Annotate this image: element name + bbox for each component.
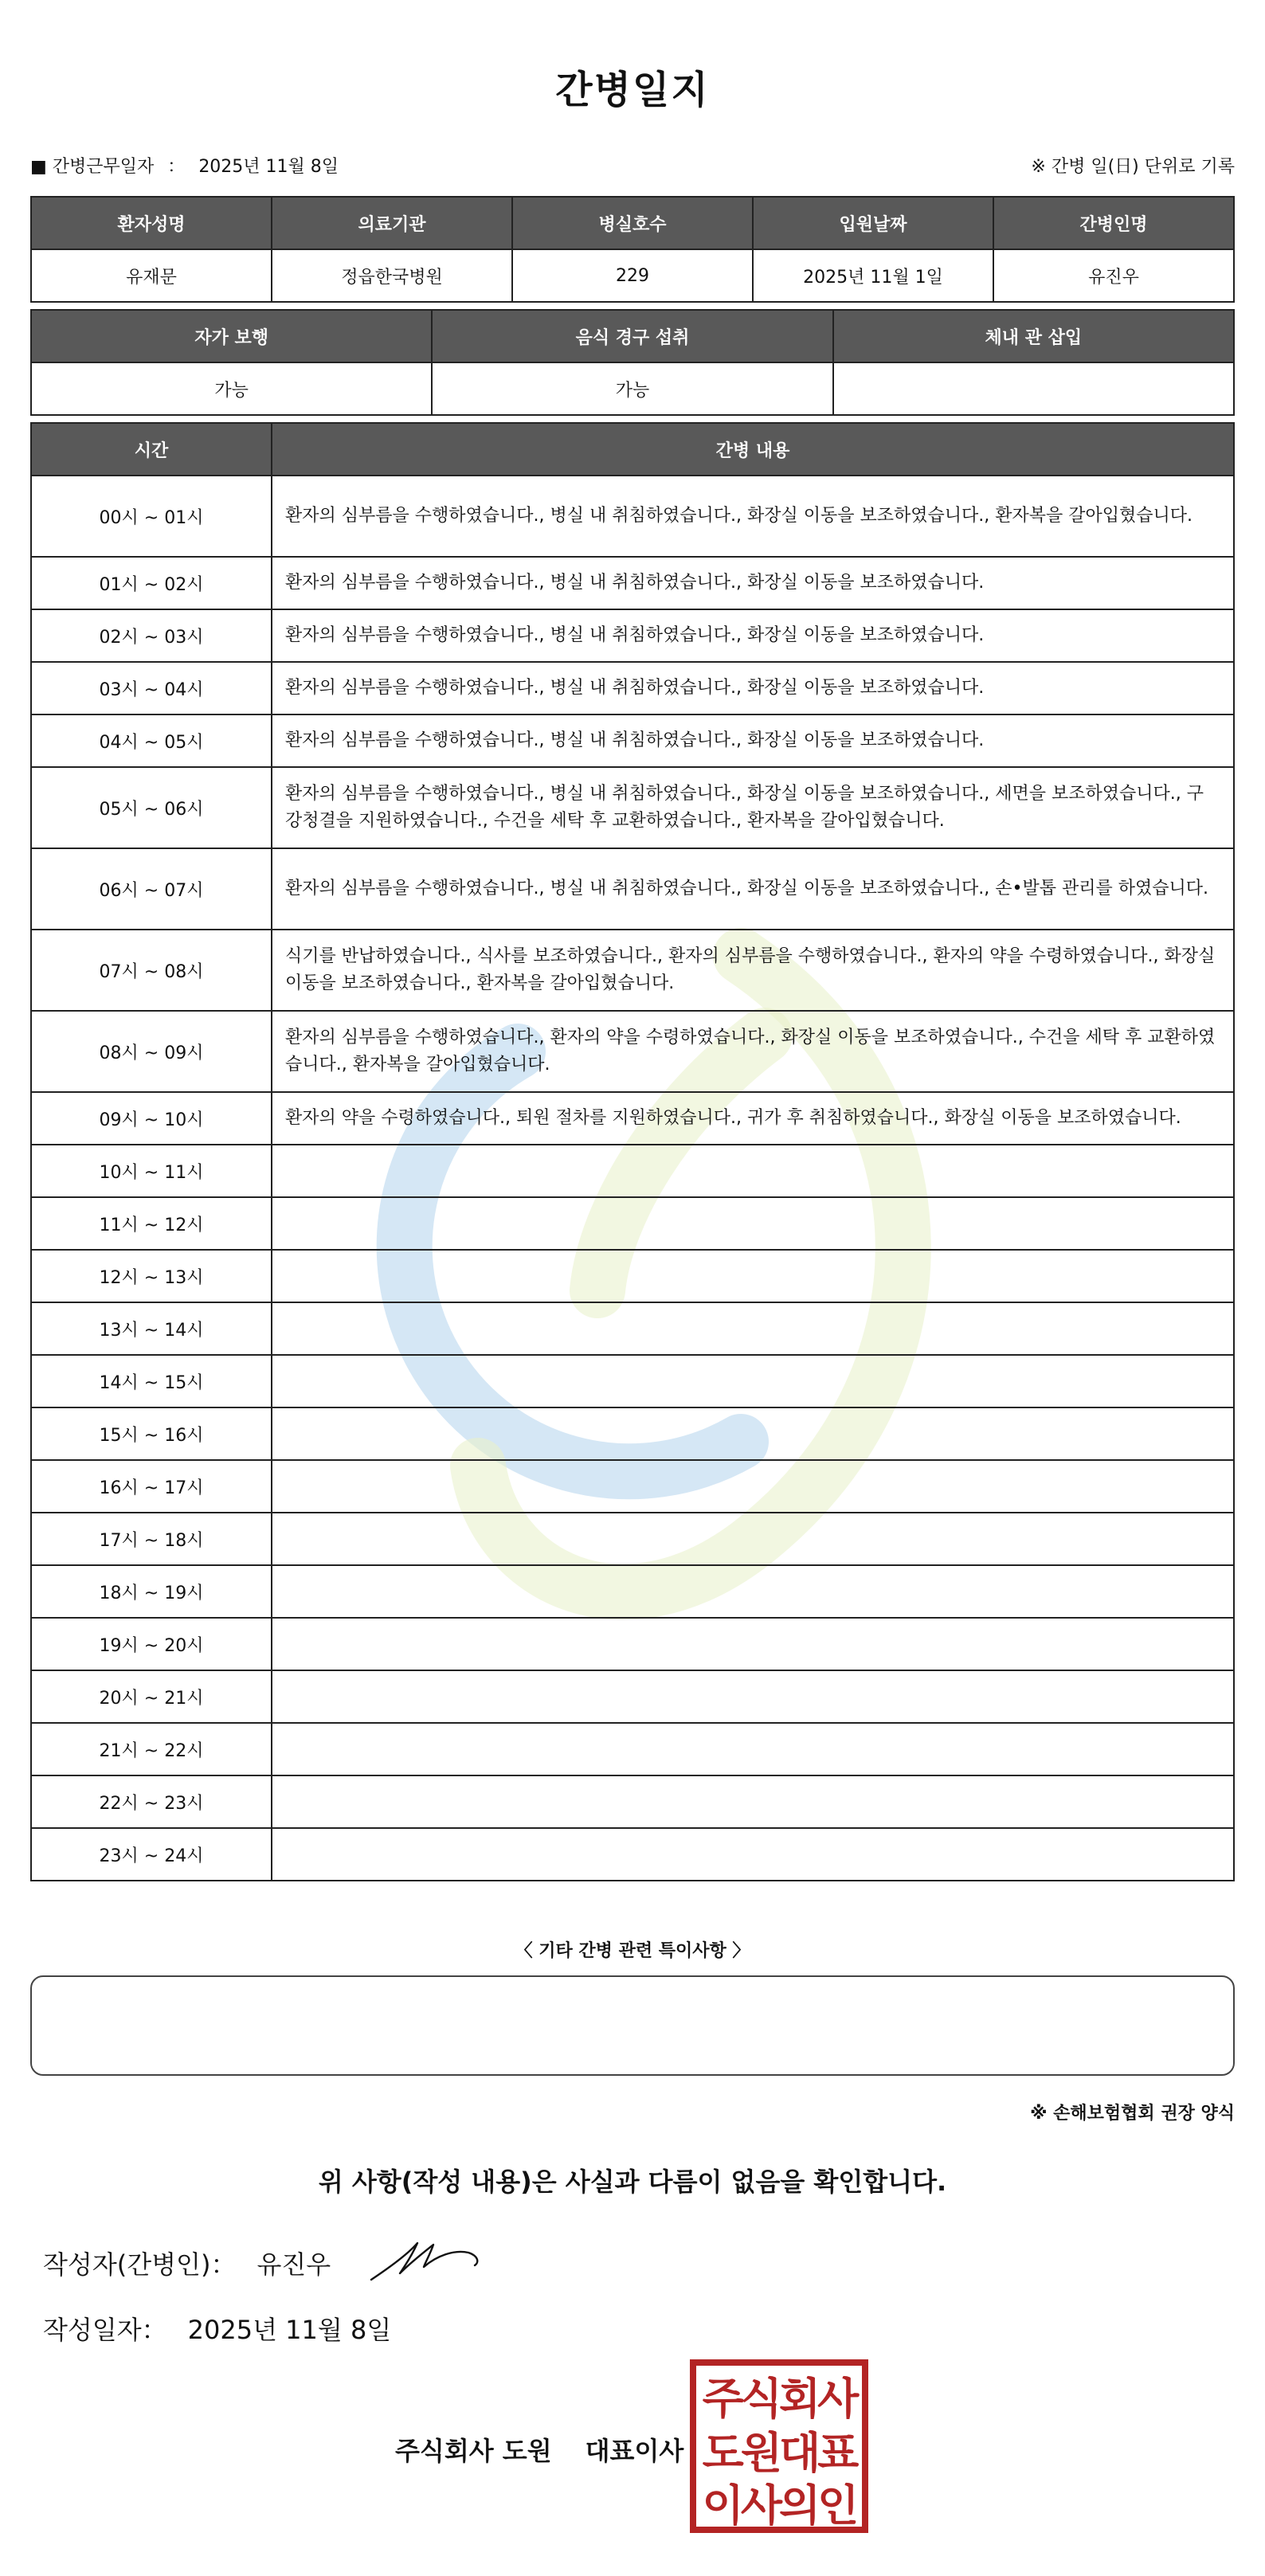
self-walking-value: 가능: [31, 362, 432, 415]
content-cell: [272, 1197, 1234, 1250]
writer-line: [43, 2245, 331, 2281]
content-cell: 환자의 심부름을 수행하였습니다., 병실 내 취침하였습니다., 화장실 이동을 보조하였습니다.: [272, 662, 1234, 714]
time-cell: 03시 ~ 04시: [31, 662, 272, 714]
time-cell: 04시 ~ 05시: [31, 714, 272, 767]
time-cell: 06시 ~ 07시: [31, 848, 272, 930]
ability-value-row: [31, 362, 1234, 415]
table-row: [31, 557, 1234, 609]
content-cell: 환자의 심부름을 수행하였습니다., 환자의 약을 수령하였습니다., 화장실 이동을 보조하였습니다., 수건을 세탁 후 교환하였습니다., 환자복을 갈아입혔습니다.: [272, 1011, 1234, 1092]
header-hospital: 의료기관: [272, 197, 512, 249]
time-cell: 15시 ~ 16시: [31, 1407, 272, 1460]
care-log-header-row: [31, 423, 1234, 476]
writer-label: 작성자(간병인)：: [43, 2249, 237, 2280]
table-row: [31, 609, 1234, 662]
table-row: [31, 1618, 1234, 1670]
table-row: [31, 1723, 1234, 1775]
table-row: [31, 1460, 1234, 1513]
time-cell: 17시 ~ 18시: [31, 1513, 272, 1565]
content-cell: 환자의 심부름을 수행하였습니다., 병실 내 취침하였습니다., 화장실 이동을 보조하였습니다.: [272, 714, 1234, 767]
time-cell: 05시 ~ 06시: [31, 767, 272, 848]
patient-info-table: [30, 196, 1235, 303]
header-admission-date: 입원날짜: [753, 197, 993, 249]
company-name: 주식회사 도원: [395, 2436, 552, 2466]
document-title: 간병일지: [555, 68, 710, 112]
table-row: [31, 662, 1234, 714]
content-cell: 환자의 심부름을 수행하였습니다., 병실 내 취침하였습니다., 화장실 이동을 보조하였습니다.: [272, 557, 1234, 609]
content-cell: [272, 1618, 1234, 1670]
written-date-label: 작성일자：: [43, 2315, 167, 2345]
time-cell: 22시 ~ 23시: [31, 1775, 272, 1828]
confirmation-statement: 위 사항(작성 내용)은 사실과 다름이 없음을 확인합니다.: [318, 2167, 947, 2197]
time-cell: 13시 ~ 14시: [31, 1302, 272, 1355]
representative-title: 대표이사: [585, 2436, 684, 2466]
care-log-table: [30, 422, 1235, 1881]
header-self-walking: 자가 보행: [31, 310, 432, 362]
content-cell: [272, 1145, 1234, 1197]
table-row: [31, 1302, 1234, 1355]
header-oral-intake: 음식 경구 섭취: [432, 310, 832, 362]
content-cell: 식기를 반납하였습니다., 식사를 보조하였습니다., 환자의 심부름을 수행하였습니다., 환자의 약을 수령하였습니다., 화장실 이동을 보조하였습니다., 환자복을 갈아입혔습니다.: [272, 930, 1234, 1011]
table-row: [31, 476, 1234, 557]
ability-header-row: [31, 310, 1234, 362]
time-cell: 19시 ~ 20시: [31, 1618, 272, 1670]
ability-table: [30, 309, 1235, 416]
time-cell: 10시 ~ 11시: [31, 1145, 272, 1197]
table-row: [31, 1092, 1234, 1145]
patient-info-value-row: [31, 249, 1234, 302]
table-row: [31, 1011, 1234, 1092]
content-cell: 환자의 심부름을 수행하였습니다., 병실 내 취침하였습니다., 화장실 이동을 보조하였습니다.: [272, 609, 1234, 662]
content-cell: [272, 1302, 1234, 1355]
header-tube-insertion: 체내 관 삽입: [833, 310, 1234, 362]
work-date-value: 2025년 11월 8일: [198, 157, 339, 177]
unit-note: ※ 간병 일(日) 단위로 기록: [1031, 157, 1235, 177]
time-cell: 07시 ~ 08시: [31, 930, 272, 1011]
time-cell: 11시 ~ 12시: [31, 1197, 272, 1250]
caregiver-name: 유진우: [993, 249, 1234, 302]
time-cell: 02시 ~ 03시: [31, 609, 272, 662]
content-cell: 환자의 심부름을 수행하였습니다., 병실 내 취침하였습니다., 화장실 이동을 보조하였습니다., 환자복을 갈아입혔습니다.: [272, 476, 1234, 557]
content-cell: [272, 1670, 1234, 1723]
time-cell: 00시 ~ 01시: [31, 476, 272, 557]
special-notes-title: 〈 기타 간병 관련 특이사항 〉: [515, 1941, 750, 1961]
content-cell: 환자의 약을 수령하였습니다., 퇴원 절차를 지원하였습니다., 귀가 후 취침하였습니다., 화장실 이동을 보조하였습니다.: [272, 1092, 1234, 1145]
time-cell: 09시 ~ 10시: [31, 1092, 272, 1145]
table-row: [31, 767, 1234, 848]
content-cell: [272, 1775, 1234, 1828]
content-cell: [272, 1513, 1234, 1565]
content-cell: 환자의 심부름을 수행하였습니다., 병실 내 취침하였습니다., 화장실 이동을 보조하였습니다., 세면을 보조하였습니다., 구강청결을 지원하였습니다., 수건을 세탁 후 교환하였습니다., 환자복을 갈아입혔습니다.: [272, 767, 1234, 848]
table-row: [31, 930, 1234, 1011]
time-cell: 21시 ~ 22시: [31, 1723, 272, 1775]
header-care-content: 간병 내용: [272, 423, 1234, 476]
table-row: [31, 1250, 1234, 1302]
header-patient-name: 환자성명: [31, 197, 272, 249]
table-row: [31, 1407, 1234, 1460]
patient-name: 유재문: [31, 249, 272, 302]
table-row: [31, 848, 1234, 930]
table-row: [31, 1828, 1234, 1881]
svg-text:도원대표: 도원대표: [702, 2428, 856, 2478]
content-cell: [272, 1828, 1234, 1881]
company-line: [395, 2431, 683, 2468]
table-row: [31, 714, 1234, 767]
work-date: [30, 153, 339, 178]
content-cell: [272, 1355, 1234, 1407]
tube-insertion-value: [833, 362, 1234, 415]
time-cell: 08시 ~ 09시: [31, 1011, 272, 1092]
oral-intake-value: 가능: [432, 362, 832, 415]
room-number: 229: [512, 249, 753, 302]
header-room-number: 병실호수: [512, 197, 753, 249]
content-cell: [272, 1250, 1234, 1302]
time-cell: 18시 ~ 19시: [31, 1565, 272, 1618]
time-cell: 16시 ~ 17시: [31, 1460, 272, 1513]
table-row: [31, 1775, 1234, 1828]
written-date-line: [43, 2310, 391, 2347]
time-cell: 23시 ~ 24시: [31, 1828, 272, 1881]
table-row: [31, 1513, 1234, 1565]
time-cell: 01시 ~ 02시: [31, 557, 272, 609]
time-cell: 12시 ~ 13시: [31, 1250, 272, 1302]
handwritten-signature: [366, 2232, 486, 2288]
table-row: [31, 1355, 1234, 1407]
admission-date: 2025년 11월 1일: [753, 249, 993, 302]
work-date-separator: ：: [167, 157, 186, 177]
content-cell: [272, 1565, 1234, 1618]
special-notes-box: [30, 1975, 1235, 2076]
hospital-name: 정읍한국병원: [272, 249, 512, 302]
table-row: [31, 1145, 1234, 1197]
work-date-label: ■ 간병근무일자: [30, 157, 155, 177]
content-cell: 환자의 심부름을 수행하였습니다., 병실 내 취침하였습니다., 화장실 이동을 보조하였습니다., 손•발톱 관리를 하였습니다.: [272, 848, 1234, 930]
table-row: [31, 1670, 1234, 1723]
header-time: 시간: [31, 423, 272, 476]
svg-text:이사의인: 이사의인: [702, 2480, 856, 2531]
writer-name: 유진우: [257, 2249, 331, 2280]
svg-text:주식회사: 주식회사: [702, 2374, 856, 2424]
content-cell: [272, 1723, 1234, 1775]
company-seal: [690, 2359, 868, 2533]
content-cell: [272, 1460, 1234, 1513]
recommend-note: ※ 손해보험협회 권장 양식: [1030, 2104, 1235, 2124]
patient-info-header-row: [31, 197, 1234, 249]
written-date-value: 2025년 11월 8일: [187, 2315, 392, 2345]
content-cell: [272, 1407, 1234, 1460]
table-row: [31, 1197, 1234, 1250]
header-caregiver-name: 간병인명: [993, 197, 1234, 249]
table-row: [31, 1565, 1234, 1618]
time-cell: 20시 ~ 21시: [31, 1670, 272, 1723]
time-cell: 14시 ~ 15시: [31, 1355, 272, 1407]
